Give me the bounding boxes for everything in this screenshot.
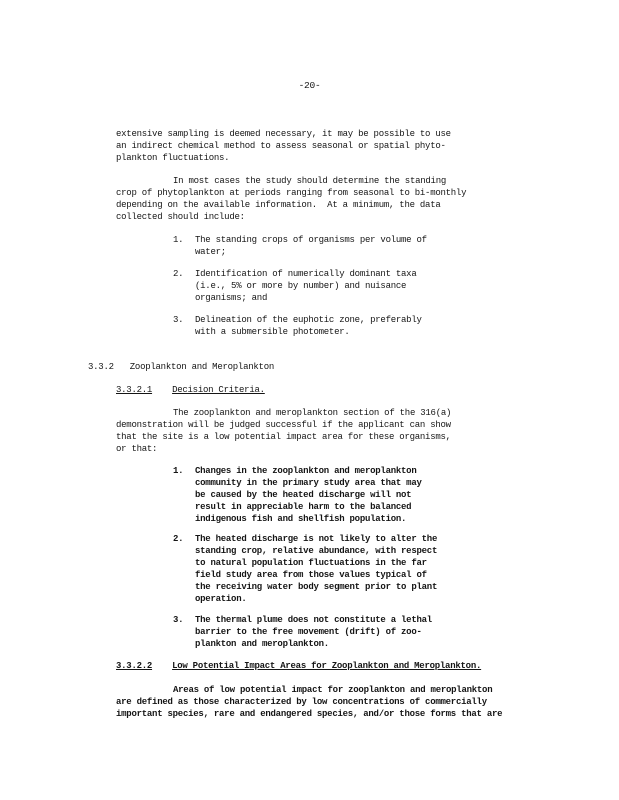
subsection-number: 3.3.2.2	[116, 661, 153, 671]
list-item-line: organisms; and	[195, 293, 268, 303]
list-item-line: to natural population fluctuations in the far	[195, 558, 427, 568]
paragraph-line: that the site is a low potential impact area for these organisms,	[116, 432, 451, 442]
list-item-number: 3.	[173, 615, 184, 625]
subsection-heading	[116, 660, 481, 672]
list-item-number: 2.	[173, 534, 184, 544]
paragraph-line: Areas of low potential impact for zooplankton and meroplankton	[173, 685, 493, 695]
paragraph-line: important species, rare and endangered species, and/or those forms that are	[116, 709, 503, 719]
list-item-line: Changes in the zooplankton and meroplankton	[195, 466, 417, 476]
list-item-line: (i.e., 5% or more by number) and nuisance	[195, 281, 407, 291]
paragraph-line: or that:	[116, 444, 158, 454]
paragraph-line: an indirect chemical method to assess seasonal or spatial phyto-	[116, 141, 446, 151]
paragraph-line: The zooplankton and meroplankton section of the 316(a)	[173, 408, 452, 418]
section-number: 3.3.2	[88, 362, 114, 372]
list-item-line: the receiving water body segment prior to plant	[195, 582, 438, 592]
list-item-line: result in appreciable harm to the balanced	[195, 502, 412, 512]
paragraph-line: crop of phytoplankton at periods ranging from seasonal to bi-monthly	[116, 188, 467, 198]
paragraph-line: extensive sampling is deemed necessary, it may be possible to use	[116, 129, 451, 139]
list-item-line: plankton and meroplankton.	[195, 639, 329, 649]
low-impact-paragraph	[116, 684, 502, 720]
subsection-heading	[116, 384, 265, 396]
section-title: Zooplankton and Meroplankton	[129, 362, 274, 372]
list-item-line: standing crop, relative abundance, with respect	[195, 546, 438, 556]
list-item-line: barrier to the free movement (drift) of zoo-	[195, 627, 422, 637]
subsection-title: Decision Criteria.	[172, 385, 265, 395]
standing-crop-paragraph	[116, 175, 466, 223]
list-item-number: 3.	[173, 315, 184, 325]
list-item-line: The thermal plume does not constitute a lethal	[195, 615, 432, 625]
page-number: -20-	[298, 80, 321, 91]
paragraph-line: depending on the available information. At a minimum, the data	[116, 200, 441, 210]
list-item-line: field study area from those values typical of	[195, 570, 427, 580]
paragraph-line: plankton fluctuations.	[116, 153, 230, 163]
list-item-line: The heated discharge is not likely to alter the	[195, 534, 438, 544]
intro-paragraph	[116, 128, 451, 164]
list-item-line: with a submersible photometer.	[195, 327, 350, 337]
list-item-line: The standing crops of organisms per volume of	[195, 235, 427, 245]
subsection-number: 3.3.2.1	[116, 385, 153, 395]
list-item-number: 2.	[173, 269, 184, 279]
paragraph-line: are defined as those characterized by low concentrations of commercially	[116, 697, 487, 707]
list-item-line: community in the primary study area that may	[195, 478, 422, 488]
decision-paragraph	[116, 407, 451, 455]
list-item-number: 1.	[173, 235, 184, 245]
list-item-line: indigenous fish and shellfish population.	[195, 514, 407, 524]
list-item-line: Identification of numerically dominant taxa	[195, 269, 417, 279]
paragraph-line: In most cases the study should determine the standing	[173, 176, 446, 186]
paragraph-line: demonstration will be judged successful if the applicant can show	[116, 420, 451, 430]
list-item-line: operation.	[195, 594, 247, 604]
list-item-line: water;	[195, 247, 226, 257]
list-item-line: be caused by the heated discharge will not	[195, 490, 412, 500]
subsection-title: Low Potential Impact Areas for Zooplankton and Meroplankton.	[172, 661, 482, 671]
paragraph-line: collected should include:	[116, 212, 245, 222]
list-item-line: Delineation of the euphotic zone, preferably	[195, 315, 422, 325]
list-item-number: 1.	[173, 466, 184, 476]
section-heading	[88, 361, 274, 373]
